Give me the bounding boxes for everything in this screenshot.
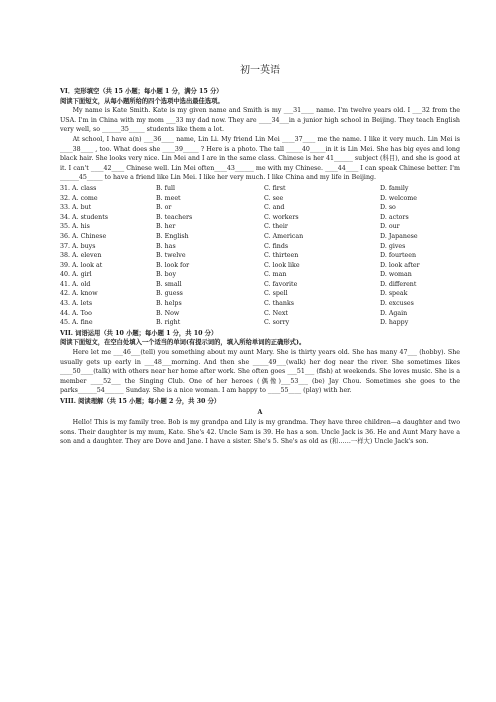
option-cell: D. our [380, 223, 400, 231]
option-cell: D. happy [380, 319, 409, 327]
option-cell: 31. A. class [60, 184, 97, 192]
option-row [60, 242, 460, 252]
option-cell: C. spell [264, 290, 288, 298]
option-cell: C. man [264, 271, 287, 279]
section6-instruction: 阅读下面短文，从每小题所给的四个选项中选出最佳选项。 [60, 97, 224, 105]
option-cell: C. first [264, 184, 286, 192]
option-cell: D. woman [380, 271, 412, 279]
option-cell: B. guess [156, 290, 183, 298]
option-cell: D. speak [380, 290, 408, 298]
option-cell: B. full [156, 184, 176, 192]
option-cell: 34. A. students [60, 213, 108, 221]
section8-paragraph: Hello! This is my family tree. Bob is my grandpa and Lily is my grandma. They have three children—a daughter and two sons. Their daughter is my mum, Kate. She's 42. Uncle Sam is 39. He has a son. Uncle Jack is 36. He and Aunt Mary have a son and a daughter. They are Dove and Jane. I have a sister. She's 5. She's as old as (和……一样大) Uncle Jack's son. [60, 419, 460, 446]
option-row [60, 222, 460, 232]
option-cell: D. excuses [380, 300, 414, 308]
option-cell: 41. A. old [60, 280, 91, 288]
option-cell: C. thirteen [264, 252, 299, 260]
option-cell: D. so [380, 204, 396, 212]
passage-label: A [257, 408, 263, 416]
option-cell: B. twelve [156, 252, 186, 260]
option-cell: D. family [380, 184, 409, 192]
section6-paragraph-2: At school, I have a(n) ___36____ name, Lin Li. My friend Lin Mei ____37____ me the name. I like it very much. Lin Mei is ____38____ , too. What does she ____39_____ ? Here is a photo. The tall _____40_____in it is Lin Mei. She has big eyes and long black hair. She looks very nice. Lin Mei and I are in the same class. Chinese is her 41______ subject (科目), and she is good at it. I can't ____42____ Chinese well. Lin Mei often____43______ me with my Chinese. ____44____ I can speak Chinese better. I'm ______45_____ to have a friend like Lin Mei. I like her very much. I like China and my life in Beijing. [60, 135, 460, 182]
option-cell: 45. A. fine [60, 319, 93, 327]
option-cell: D. Japanese [380, 232, 418, 240]
option-cell: C. favorite [264, 280, 298, 288]
option-cell: 38. A. eleven [60, 252, 102, 260]
option-cell: 39. A. look at [60, 261, 103, 269]
section8-heading: VIII. 阅读理解（共 15 小题；每小题 2 分，共 30 分） [60, 398, 221, 405]
option-cell: B. look for [156, 261, 190, 269]
option-cell: B. helps [156, 300, 182, 308]
option-cell: C. and [264, 204, 285, 212]
option-cell: C. sorry [264, 319, 290, 327]
option-cell: 32. A. come [60, 194, 98, 202]
option-cell: B. small [156, 280, 182, 288]
option-cell: 40. A. girl [60, 271, 92, 279]
option-row [60, 203, 460, 213]
option-cell: B. meet [156, 194, 181, 202]
page-title: 初一英语 [240, 65, 280, 76]
option-row [60, 280, 460, 290]
option-cell: C. see [264, 194, 284, 202]
option-row [60, 213, 460, 223]
option-cell: B. or [156, 204, 172, 212]
option-cell: C. their [264, 223, 288, 231]
option-cell: B. Now [156, 309, 180, 317]
option-cell: 33. A. but [60, 204, 92, 212]
option-cell: D. gives [380, 242, 406, 250]
section6-paragraph-1: My name is Kate Smith. Kate is my given name and Smith is my ___31____ name. I'm twelve years old. I ___32 from the USA. I'm in China with my mom ___33 my dad now. They are ____34___in a junior high school in Beijing. They teach English very well, so ______35_____ students like them a lot. [60, 107, 460, 134]
option-cell: 37. A. buys [60, 242, 96, 250]
option-cell: D. fourteen [380, 252, 417, 260]
options-table [60, 184, 460, 328]
option-row [60, 251, 460, 261]
option-cell: D. actors [380, 213, 409, 221]
option-cell: D. look after [380, 261, 420, 269]
option-row [60, 318, 460, 328]
option-cell: C. workers [264, 213, 299, 221]
option-row [60, 309, 460, 319]
option-cell: D. Again [380, 309, 408, 317]
option-cell: 35. A. his [60, 223, 90, 231]
option-cell: C. American [264, 232, 304, 240]
option-cell: B. her [156, 223, 176, 231]
option-cell: D. different [380, 280, 417, 288]
option-cell: B. right [156, 319, 181, 327]
section7-heading: VII. 词语运用（共 10 小题；每小题 1 分，共 10 分） [60, 329, 218, 337]
option-cell: C. Next [264, 309, 288, 317]
option-cell: B. boy [156, 271, 177, 279]
exam-page [60, 64, 460, 447]
option-cell: B. has [156, 242, 176, 250]
option-cell: C. thanks [264, 300, 295, 308]
option-cell: 36. A. Chinese [60, 232, 107, 240]
option-row [60, 299, 460, 309]
section7-paragraph: Here let me ___46___(tell) you something about my aunt Mary. She is thirty years old. She has many 47___ (hobby). She usually gets up early in ___48___morning. And then she _____49___(walk) her dog near the river. She sometimes likes ____50____(talk) with others near her home after work. She often goes ___51___ (fish) at weekends. She loves music. She is a member ____52___ the Singing Club. One of her heroes (偶像)___53___ (be) Jay Chou. Sometimes she goes to the parks______54______ Sunday. She is a nice woman. I am happy to ____55____ (play) with her. [60, 349, 460, 395]
option-row [60, 261, 460, 271]
option-row [60, 194, 460, 204]
option-row [60, 289, 460, 299]
option-row [60, 232, 460, 242]
option-row [60, 270, 460, 280]
option-cell: 44. A. Too [60, 309, 92, 317]
option-cell: C. finds [264, 242, 289, 250]
option-cell: B. teachers [156, 213, 193, 221]
option-cell: C. look like [264, 261, 300, 269]
section7-instruction: 阅读下面短文，在空白处填入一个适当的单词(有提示词的，填入所给单词的正确形式)。 [60, 339, 306, 347]
option-row [60, 184, 460, 194]
option-cell: 42. A. know [60, 290, 98, 298]
section6-heading: VI．完形填空（共 15 小题；每小题 1 分，满分 15 分） [60, 88, 223, 95]
option-cell: B. English [156, 232, 189, 240]
option-cell: D. welcome [380, 194, 417, 202]
option-cell: 43. A. lets [60, 300, 93, 308]
